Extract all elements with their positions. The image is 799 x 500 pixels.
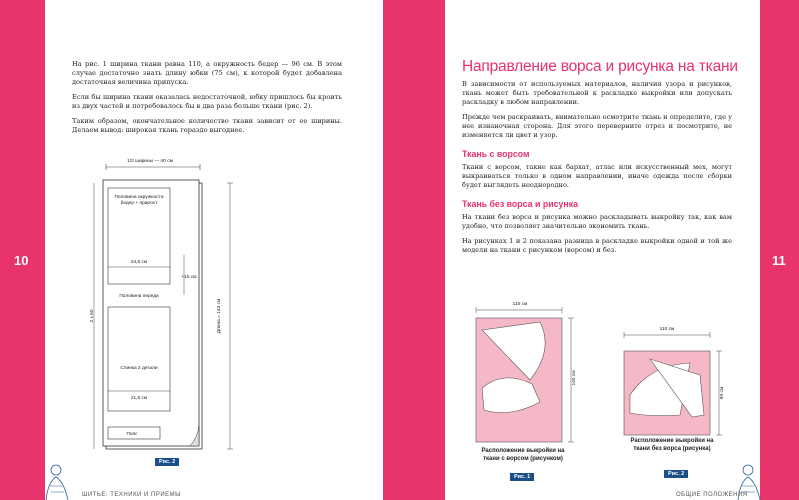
- left-page-number: 10: [14, 253, 29, 268]
- fig1-caption: Расположение выкройки на ткани с ворсом (рисунком): [481, 448, 565, 462]
- section-paragraph: На ткани без ворса и рисунка можно раскладывать выкройку так, как вам удобно, что позволяет значительно экономить ткань.: [462, 213, 732, 230]
- section-heading-no-pile: Ткань без ворса и рисунка: [462, 199, 579, 209]
- page-title: Направление ворса и рисунка на ткани: [462, 58, 738, 75]
- right-page-number: 11: [772, 253, 786, 268]
- fig2-label-badge: Рис. 2: [664, 470, 688, 478]
- fig-left-dim: 2 х 60: [90, 309, 95, 323]
- fig-box-front: Половина переда: [119, 294, 159, 299]
- right-text-block: [462, 80, 732, 261]
- fig2-caption: Расположение выкройки на ткани без ворса (рисунка): [630, 438, 714, 452]
- fig2-height: 90 см: [720, 386, 725, 400]
- right-margin-band: [760, 0, 799, 500]
- fig-belt: Пояс: [126, 432, 138, 437]
- fabric-figure-1: [470, 300, 580, 450]
- section-paragraph: Ткани с ворсом, такие как бархат, атлас или искусственный мех, могут выкраиваться только в одном направлении, иначе одежда после сборки будет выглядеть неоднородно.: [462, 163, 732, 189]
- left-paragraph: Если бы ширина ткани оказалась недостаточной, юбку пришлось бы кроить из двух частей и потребовалось бы в два раза больше ткани (рис. 2).: [72, 93, 342, 110]
- fabric-figure-2: [620, 325, 730, 445]
- fig-side-dim: +15 см: [181, 275, 197, 280]
- fig-dim-245: 24,5 см: [130, 260, 148, 265]
- fig-right-dim: Длина = 143 см: [217, 298, 222, 334]
- fig-box-back: Спинка 2 детали: [120, 366, 158, 371]
- fig-dim-215: 21,5 см: [130, 396, 148, 401]
- left-margin-band: [0, 0, 45, 500]
- intro-paragraph: В зависимости от используемых материалов, наличия узора и рисунков, ткань может быть требовательной к раскладке выкройки или допускать раскладку в любом направлении.: [462, 80, 732, 106]
- left-footer: ШИТЬЕ: ТЕХНИКИ И ПРИЕМЫ: [82, 492, 181, 498]
- section-paragraph: На рисунках 1 и 2 показана разница в раскладке выкройки одной и той же модели на ткани с рисунком (ворсом) и без.: [462, 237, 732, 254]
- left-sketch: [38, 462, 78, 500]
- right-footer: ОБЩИЕ ПОЛОЖЕНИЯ: [676, 492, 748, 498]
- fig-top-dimension: 1/2 ширины — 40 см: [127, 159, 173, 164]
- left-text-block: [72, 60, 342, 141]
- fig2-width: 110 см: [659, 327, 675, 332]
- left-paragraph: На рис. 1 ширина ткани равна 110, а окружность бедер — 96 см. В этом случае достаточно знать длину юбки (75 см), к которой будет добавлена достаточная величина припуска.: [72, 60, 342, 86]
- fig1-label-badge: Рис. 1: [510, 473, 534, 481]
- fig1-height: 140 см: [572, 370, 577, 386]
- fig1-width: 110 см: [512, 302, 528, 307]
- fig-box-hips: Половина окружности бедер + прирост: [114, 195, 164, 206]
- section-heading-pile: Ткань с ворсом: [462, 149, 530, 159]
- gutter-band: [383, 0, 445, 500]
- fig-label-badge: Рис. 2: [155, 458, 179, 466]
- left-paragraph: Таким образом, окончательное количество ткани зависит от ее ширины. Делаем вывод: широкая ткань гораздо выгоднее.: [72, 117, 342, 134]
- intro-paragraph: Прежде чем раскраивать, внимательно осмотрите ткань и определите, где у нее изнаночная сторона. Для этого переверните отрез и посмотрите, не изменяется ли цвет и узор.: [462, 113, 732, 139]
